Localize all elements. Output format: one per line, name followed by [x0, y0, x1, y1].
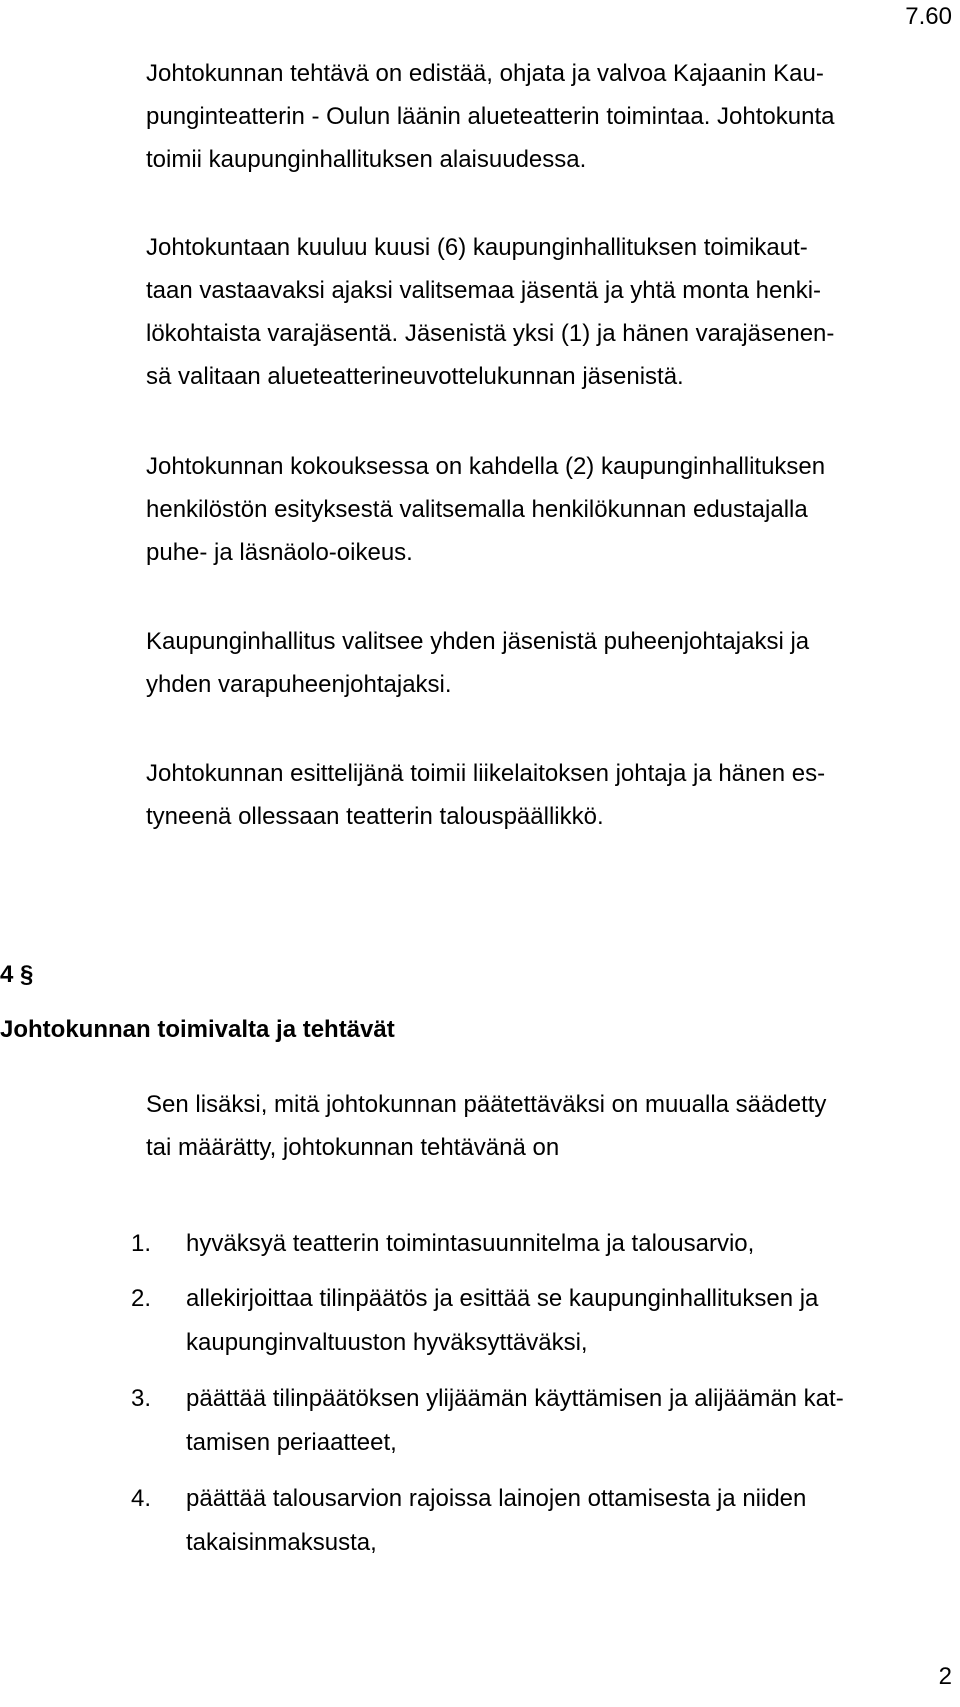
- text-line: Johtokunnan esittelijänä toimii liikelaitoksen johtaja ja hänen es-: [146, 760, 826, 787]
- section-title: Johtokunnan toimivalta ja tehtävät: [0, 1016, 395, 1043]
- list-text: allekirjoittaa tilinpäätös ja esittää se kaupunginhallituksen ja: [186, 1285, 819, 1312]
- text-line: Kaupunginhallitus valitsee yhden jäsenistä puheenjohtajaksi ja: [146, 628, 810, 655]
- list-text: takaisinmaksusta,: [186, 1529, 377, 1556]
- list-text: päättää tilinpäätöksen ylijäämän käyttämisen ja alijäämän kat-: [186, 1385, 844, 1412]
- paragraph-presenter: [146, 752, 926, 838]
- paragraph-chair: [146, 620, 926, 706]
- text-line: Johtokunnan tehtävä on edistää, ohjata ja valvoa Kajaanin Kau-: [146, 60, 824, 87]
- page-reference: 7.60: [905, 3, 952, 30]
- list-number: 1.: [131, 1230, 152, 1257]
- paragraph-purpose: [146, 52, 926, 181]
- list-number: 2.: [131, 1285, 152, 1312]
- list-number: 4.: [131, 1485, 152, 1512]
- list-text: tamisen periaatteet,: [186, 1429, 397, 1456]
- list-number: 3.: [131, 1385, 152, 1412]
- text-line: Johtokunnan kokouksessa on kahdella (2) kaupunginhallituksen: [146, 453, 826, 480]
- text-line: sä valitaan alueteatterineuvottelukunnan jäsenistä.: [146, 363, 684, 390]
- section-intro: [146, 1083, 926, 1169]
- text-line: yhden varapuheenjohtajaksi.: [146, 671, 452, 698]
- list-text: kaupunginvaltuuston hyväksyttäväksi,: [186, 1329, 588, 1356]
- list-text: hyväksyä teatterin toimintasuunnitelma ja talousarvio,: [186, 1230, 755, 1257]
- text-line: toimii kaupunginhallituksen alaisuudessa.: [146, 146, 587, 173]
- text-line: lökohtaista varajäsentä. Jäsenistä yksi (1) ja hänen varajäsenen-: [146, 320, 835, 347]
- text-line: henkilöstön esityksestä valitsemalla henkilökunnan edustajalla: [146, 496, 808, 523]
- text-line: tyneenä ollessaan teatterin talouspäällikkö.: [146, 803, 604, 830]
- text-line: Sen lisäksi, mitä johtokunnan päätettäväksi on muualla säädetty: [146, 1091, 827, 1118]
- section-number: 4 §: [0, 961, 34, 988]
- paragraph-membership: [146, 226, 926, 398]
- text-line: taan vastaavaksi ajaksi valitsemaa jäsentä ja yhtä monta henki-: [146, 277, 822, 304]
- page-number: 2: [938, 1663, 952, 1690]
- text-line: punginteatterin - Oulun läänin alueteatterin toimintaa. Johtokunta: [146, 103, 835, 130]
- text-line: tai määrätty, johtokunnan tehtävänä on: [146, 1134, 560, 1161]
- list-text: päättää talousarvion rajoissa lainojen ottamisesta ja niiden: [186, 1485, 807, 1512]
- paragraph-staff-representative: [146, 445, 926, 574]
- text-line: puhe- ja läsnäolo-oikeus.: [146, 539, 413, 566]
- text-line: Johtokuntaan kuuluu kuusi (6) kaupunginhallituksen toimikaut-: [146, 234, 808, 261]
